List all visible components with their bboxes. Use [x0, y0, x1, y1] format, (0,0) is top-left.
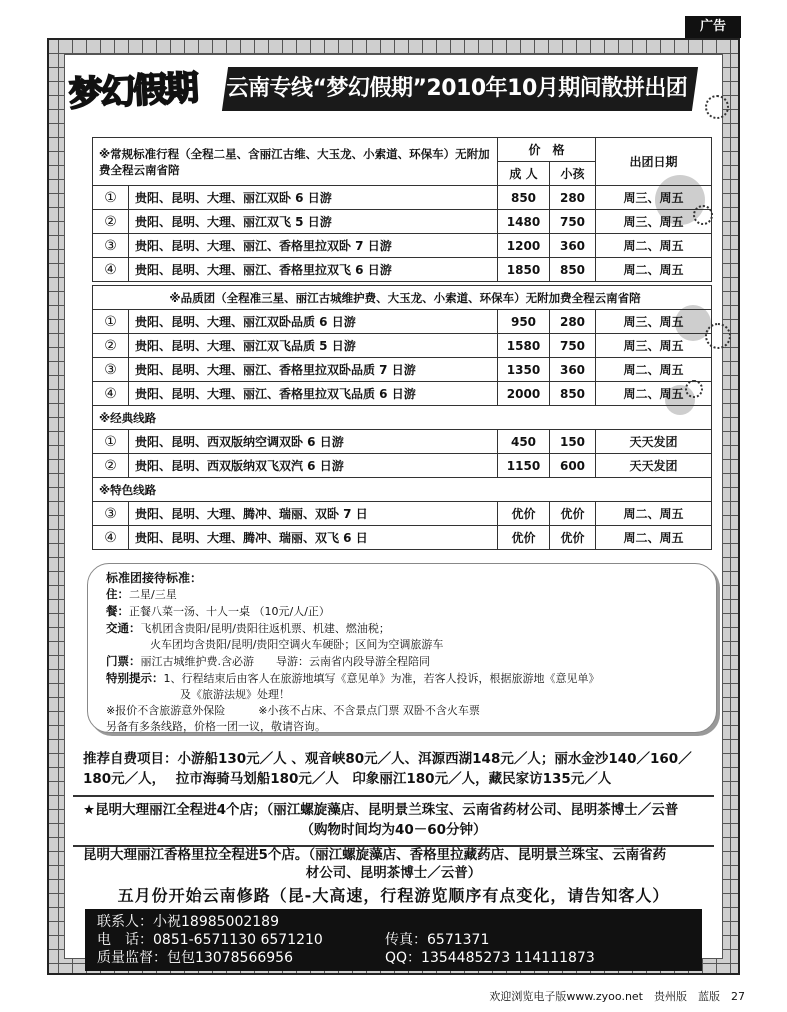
meal-label: 餐：: [106, 604, 129, 618]
section-title-row: [93, 286, 712, 310]
row-number: ④: [93, 258, 129, 282]
contact-box: [85, 909, 702, 971]
row-number: ②: [93, 210, 129, 234]
standard-stay: [106, 586, 706, 603]
route: 贵阳、昆明、大理、丽江、香格里拉双飞品质 6 日游: [129, 382, 498, 406]
row-number: ③: [93, 358, 129, 382]
child-price: 280: [550, 186, 596, 210]
row-number: ②: [93, 334, 129, 358]
decor-dot-ring: [705, 95, 729, 119]
row-number: ③: [93, 234, 129, 258]
child-price: 750: [550, 334, 596, 358]
table-row: [93, 234, 712, 258]
table-row: [93, 502, 712, 526]
header: [65, 55, 722, 145]
adult-price: 1580: [498, 334, 550, 358]
adult-price: 1200: [498, 234, 550, 258]
departure-dates: 天天发团: [596, 454, 712, 478]
schedule-table: [92, 137, 712, 550]
contact-fax: 传真：6571371: [385, 932, 490, 948]
departure-dates: 周二、周五: [596, 526, 712, 550]
standard-transport-2: 火车团均含贵阳/昆明/贵阳空调火车硬卧；区间为空调旅游车: [150, 638, 444, 651]
row-number: ①: [93, 310, 129, 334]
section-title-row: [93, 478, 712, 502]
child-price: 优价: [550, 526, 596, 550]
departure-dates: 周三、周五: [596, 310, 712, 334]
page-footer: 欢迎浏览电子版www.zyoo.net 贵州版 蓝版 27: [489, 990, 745, 1003]
child-price: 600: [550, 454, 596, 478]
table-row: [93, 526, 712, 550]
content-area: [64, 54, 723, 966]
tips-label: 特别提示：: [106, 671, 164, 685]
departure-dates: 天天发团: [596, 430, 712, 454]
table-row: [93, 358, 712, 382]
route: 贵阳、昆明、西双版纳双飞双汽 6 日游: [129, 454, 498, 478]
route: 贵阳、昆明、大理、丽江双飞品质 5 日游: [129, 334, 498, 358]
child-price: 360: [550, 234, 596, 258]
child-price: 优价: [550, 502, 596, 526]
standard-transport: [106, 620, 706, 637]
child-price: 150: [550, 430, 596, 454]
child-price: 850: [550, 258, 596, 282]
tips-value-1: 1、行程结束后由客人在旅游地填写《意见单》为准，若客人投诉，根据旅游地《意见单》: [163, 672, 600, 685]
route: 贵阳、昆明、大理、丽江、香格里拉双飞 6 日游: [129, 258, 498, 282]
adult-price: 2000: [498, 382, 550, 406]
stay-label: 住：: [106, 587, 129, 601]
transport-label: 交通：: [106, 621, 141, 635]
table-row: [93, 382, 712, 406]
shops-5-line1: 昆明大理丽江香格里拉全程进5个店。（丽江螺旋藻店、香格里拉藏药店、昆明景兰珠宝、云南省药: [83, 847, 667, 863]
standard-meal: [106, 603, 706, 620]
contact-qq: QQ：1354485273 114111873: [385, 950, 595, 966]
departure-dates: 周三、周五: [596, 186, 712, 210]
adult-price: 950: [498, 310, 550, 334]
table-row: [93, 210, 712, 234]
ad-tag: 广告: [685, 16, 741, 38]
route: 贵阳、昆明、大理、丽江双卧品质 6 日游: [129, 310, 498, 334]
table-row: [93, 334, 712, 358]
page-title-text: 云南专线“梦幻假期”2010年10月期间散拼出团计划: [226, 76, 688, 145]
route: 贵阳、昆明、西双版纳空调双卧 6 日游: [129, 430, 498, 454]
section3-title: ※经典线路: [93, 406, 712, 430]
table-row: [93, 430, 712, 454]
adult-price: 优价: [498, 526, 550, 550]
departure-dates: 周三、周五: [596, 334, 712, 358]
standard-note-1: ※报价不含旅游意外保险 ※小孩不占床、不含景点门票 双卧不含火车票: [106, 704, 480, 717]
child-header: 小孩: [550, 162, 596, 186]
standard-title: 标准团接待标准：: [106, 571, 203, 585]
page-title: [222, 67, 698, 145]
route: 贵阳、昆明、大理、丽江双飞 5 日游: [129, 210, 498, 234]
optional-items-line2: 拉市海骑马划船180元／人 印象丽江180元／人，藏民家访135元／人: [175, 771, 612, 787]
row-number: ③: [93, 502, 129, 526]
ticket-label: 门票：: [106, 654, 141, 668]
row-number: ②: [93, 454, 129, 478]
table-row: [93, 454, 712, 478]
shops-5-line2: 材公司、昆明茶博士／云普）: [305, 865, 482, 881]
section1-title: ※常规标准行程（全程二星、含丽江古维、大玉龙、小索道、环保车）无附加费全程云南省陪: [93, 138, 498, 186]
table-row: [93, 310, 712, 334]
route: 贵阳、昆明、大理、丽江双卧 6 日游: [129, 186, 498, 210]
route: 贵阳、昆明、大理、丽江、香格里拉双卧品质 7 日游: [129, 358, 498, 382]
adult-price: 450: [498, 430, 550, 454]
road-notice: 五月份开始云南修路（昆-大高速，行程游览顺序有点变化，请告知客人）: [117, 886, 670, 905]
adult-price: 1480: [498, 210, 550, 234]
divider: [73, 795, 714, 797]
adult-price: 1350: [498, 358, 550, 382]
section2-title: ※品质团（全程准三星、丽江古城维护费、大玉龙、小索道、环保车）无附加费全程云南省陪: [93, 286, 712, 310]
ticket-value: 丽江古城维护费.含必游 导游：云南省内段导游全程陪同: [140, 655, 430, 668]
logo: 梦幻假期: [68, 68, 198, 115]
row-number: ④: [93, 382, 129, 406]
table-row: [93, 186, 712, 210]
row-number: ①: [93, 430, 129, 454]
contact-phone: 电 话：0851-6571130 6571210: [97, 932, 323, 948]
transport-value-1: 飞机团含贵阳/昆明/贵阳往返机票、机建、燃油税；: [140, 622, 390, 635]
shops-4-line1: ★昆明大理丽江全程进4个店；（丽江螺旋藻店、昆明景兰珠宝、云南省药材公司、昆明茶博士／云普: [83, 802, 679, 818]
adult-price: 1150: [498, 454, 550, 478]
shops-4-line2: （购物时间均为40－60分钟）: [300, 822, 487, 838]
route: 贵阳、昆明、大理、腾冲、瑞丽、双飞 6 日: [129, 526, 498, 550]
departure-dates: 周二、周五: [596, 258, 712, 282]
page-frame: [47, 38, 740, 975]
route: 贵阳、昆明、大理、腾冲、瑞丽、双卧 7 日: [129, 502, 498, 526]
standard-note-2: 另备有多条线路，价格一团一议，敬请咨询。: [106, 720, 326, 733]
dates-header: 出团日期: [596, 138, 712, 186]
route: 贵阳、昆明、大理、丽江、香格里拉双卧 7 日游: [129, 234, 498, 258]
departure-dates: 周二、周五: [596, 502, 712, 526]
departure-dates: 周二、周五: [596, 234, 712, 258]
departure-dates: 周二、周五: [596, 358, 712, 382]
contact-person: 联系人：小祝18985002189: [97, 914, 279, 930]
section4-title: ※特色线路: [93, 478, 712, 502]
adult-price: 850: [498, 186, 550, 210]
child-price: 280: [550, 310, 596, 334]
child-price: 750: [550, 210, 596, 234]
table-header-row: [93, 138, 712, 162]
adult-price: 优价: [498, 502, 550, 526]
child-price: 360: [550, 358, 596, 382]
row-number: ①: [93, 186, 129, 210]
row-number: ④: [93, 526, 129, 550]
quality-supervision: 质量监督：包包13078566956: [97, 950, 293, 966]
departure-dates: 周三、周五: [596, 210, 712, 234]
standard-tips: [106, 670, 706, 687]
reception-standard-box: [87, 563, 717, 733]
section-title-row: [93, 406, 712, 430]
table-row: [93, 258, 712, 282]
price-header: 价 格: [498, 138, 596, 162]
departure-dates: 周二、周五: [596, 382, 712, 406]
adult-header: 成 人: [498, 162, 550, 186]
child-price: 850: [550, 382, 596, 406]
meal-value: 正餐八菜一汤、十人一桌 （10元/人/正）: [129, 605, 330, 618]
standard-ticket: [106, 653, 706, 670]
adult-price: 1850: [498, 258, 550, 282]
stay-value: 二星/三星: [129, 588, 177, 601]
optional-items-line1: 推荐自费项目：小游船130元／人 、观音峡80元／人、洱源西湖148元／人；丽水金沙140／160／180元／人，: [83, 751, 692, 787]
standard-tips-2: 及《旅游法规》处理！: [180, 688, 290, 701]
